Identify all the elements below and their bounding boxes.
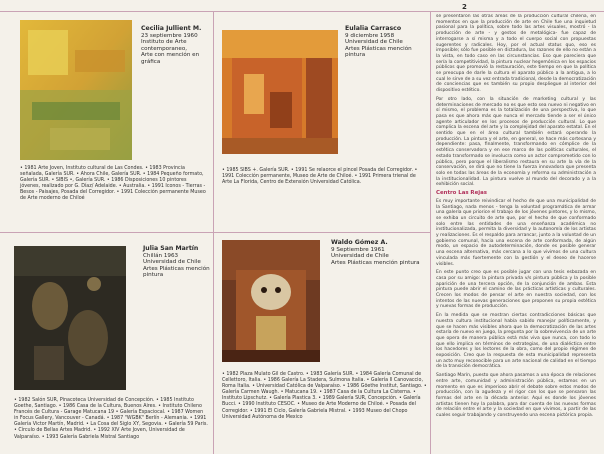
artist-detail: Arte con mención en gráfica — [141, 52, 200, 65]
essay-paragraph: Por otro lado, con la situación de marketing cultural y las determinaciones de mercado no es que esto sea nuevo ni negativo en sí mismo, el problema es la totalización de una perspectiva, lo que pasa es que ahora más que nunca el mercado tiende a ser el único agente articulador en los procesos de producción cultural. Lo que complica la escena del arte y la complejidad del aparato estatal. En el sentido que en el área cultural también estará operando la producción. La pintura y el arte, en general, se hace más cortesana y dependiente: pasa, finalmente, transformando en cómplice de la estética conservadora y en ese marco de las políticas culturales, el estado transformado se involucra como un actor comprometido con lo público, pero porque el liberalismo restaura en su arte la vía de la conservación, se dirá que no tiene la fuerza innovadora que presenta solo en todas las áreas de la economía y reforma su administración a la institucionalidad. La pintura vuelve al mundo del decorado y a la exhibición social. — [436, 96, 596, 188]
divider-vertical-right — [430, 12, 431, 454]
artwork-eulalia-carrasco — [222, 30, 338, 154]
artist-name: Julia San Martín — [143, 245, 199, 252]
artist-detail: Universidad de Chile — [143, 259, 201, 266]
artist-exhibitions-julia: • 1982 Salón SUR, Pinacoteca Universidad de Concepción. • 1985 Instituto Goethe, Santiago. • 1986 Casa de la Cultura, Buenos Aires. • Instituto Chileno Francés de Cultura - Garage Matucana 19 • Galería Espaciocal. • 1987 Women in Focus Gallery, Vancouver - Canadá. • 1987 "WGBK" Berlín - Alemania. • 1991 Galería Victor Martín, Madrid. • La Cosa del Siglo XY, Segovia. • Galería 59 Paris. • Círculo de Bellas Artes Madrid. • 1992 XIV Arte Joven, Universidad de Valparaíso. • 1993 Galería Gabriela Mistral Santiago — [14, 398, 208, 440]
artist-detail: Universidad de Chile — [331, 253, 389, 260]
artist-detail: 23 septiembre 1960 — [141, 32, 198, 39]
divider-horizontal-top — [0, 11, 604, 12]
artist-detail: Artes Plásticas mención pintura — [331, 259, 420, 266]
orange-painting-icon — [222, 30, 338, 154]
artist-info-eulalia — [345, 26, 429, 59]
artwork-cecilia-jullient — [20, 20, 132, 160]
artist-detail: 9 diciembre 1958 — [345, 32, 395, 39]
artist-info-julia — [143, 246, 211, 279]
essay-paragraph: Santiago Marín, puesto que ahora pasamos a una época de relaciones entre arte, comunidad y administración pública, estamos en un momento en que es imperioso abrir el debate sobre estos modos de producción, con la agudeza y el rigor con los que se pensaron las formas del arte en la década anterior. Aquí es donde los jóvenes artistas tienen hoy la palabra, para dar cuenta de las nuevas formas de relación entre el arte y la sociedad en que vivimos, a partir de las cuales seguir trabajando y construyendo una escena pictórica propia. — [436, 373, 596, 419]
artist-detail: Chillán 1963 — [143, 252, 179, 259]
figure-painting-icon — [222, 240, 320, 362]
artist-detail: Instituto de Arte contemporaneo, — [141, 39, 188, 52]
essay-paragraph: Es muy importante reivindicar el hecho de que una municipalidad de la Santiago, nada menos - tenga la voluntad programática de armar una galería que priorice el trabajo de los jóvenes pintores, y lo mismo, se exhiba un circuito de arte que, por el hecho de que conformado solo entre las entidades de una enseñanza académica no institucionalizada, permita la diversidad y la autonomía de los artistas y realizaciones. Es el respaldo para arrancar, junto a la voluntad de un gobierno comunal, hacia una escena de arte conformada, de algún modo, un espacio de autodeterminación, donde es posible generar una escena alternativa, más cercana a lo que vivimos de una cultura vinculada más fuertemente con la gestión y el deseo de hacerse visibles. — [436, 198, 596, 267]
artist-detail: Artes Plásticas mención pintura — [345, 45, 412, 59]
divider-horizontal-middle — [0, 232, 430, 233]
artist-detail: Artes Plásticas mención pintura — [143, 265, 210, 279]
page-number: 2 — [462, 3, 467, 11]
essay-paragraph: En este punto creo que es posible jugar con una tesis esbozada en casa por su amigo: la pintura privada v/s pintura pública y la posible aparición de una tercera opción, de la conjunción de ambas. Esta pintura puede abrir el camino de las prácticas artísticas y culturales. Crecen los modos de pensar el arte en nuestra sociedad, con los intentos de las nuevas generaciones que proponen su propia estética y nuevas formas de producción. — [436, 270, 596, 310]
section-heading: Centro Las Rejas — [436, 190, 487, 197]
artist-detail: 9 Septiembre 1961 — [331, 246, 385, 253]
artist-info-waldo — [331, 240, 427, 266]
artist-exhibitions-eulalia: • 1985 SIBS +. Galería SUR. • 1991 Se relaorce el pincel Posada del Corregidor. • 1991 Colección permanente, Museo de Arte de Chiloé. • 1991 Primera trienal de Arte La Florida, Centro de Extensión Universidad Católica. — [222, 168, 418, 186]
artist-info-cecilia — [141, 26, 211, 66]
artist-name: Cecilia Jullient M. — [141, 25, 202, 32]
artist-detail: Universidad de Chile — [345, 39, 403, 46]
artist-name: Eulalia Carrasco — [345, 25, 402, 32]
artist-name: Waldo Gómez A. — [331, 239, 388, 246]
essay-column — [436, 14, 596, 450]
essay-paragraph: En la medida que se mostran ciertas contradicciones básicas que nuestra cultura institucional había sabido manejar políticamente, y que se hacen más visibles ahora que la democratización de las artes estaría de nuevo en juego, la pregunta por la sobrevivencia de un arte que opera de manera pública está más viva que nunca, con todo lo que ello implica en términos de estrategias, de una dialéctica entre los hacedores y los lectores de la obra, como del propio régimen de exposición. Creo que la respuesta de esta municipalidad representa un acto muy reconocible para un arte nacional de calidad en el tiempo de la transición democrática. — [436, 313, 596, 370]
artist-exhibitions-waldo: • 1982 Plaza Mulato Gil de Castro. • 1983 Galería SUR. • 1984 Galería Comunal de Cellettoro, Italia. • 1986 Galería La Stadera, Sulmona Italia. • Galería Il Canovaccio, Roma Italia. • Universidad Católica de Valparaíso. • 1986 Göethe Institut, Santiago. • Galería Carmen Waugh. • Matucana 19. • 1987 Casa de la Cultura La Cisterna. • Instituto Lipschutz. • Galería Plastica 3. • 1989 Galería SUR, Concepción. • Galería Bucci. • 1990 Instituto CESOC. • Museo de Arte Moderno de Chiloé. • Posada del Corregidor. • 1991 El Ciclo, Galería Gabriela Mistral. • 1993 Museo del Chopo Universidad Autónoma de Mexico — [222, 372, 427, 420]
artwork-julia-san-martin — [14, 246, 126, 390]
artwork-waldo-gomez — [222, 240, 320, 362]
divider-vertical-left — [213, 12, 214, 454]
dark-painting-icon — [14, 246, 126, 390]
essay-paragraph: se presentaron las otras áreas de la producción cultural chilena, en momentos en que la producción de arte en Chile fue una inquietud pasional para la política, sobre todo las artes visuales, mostró - la producción de arte - y gestos de metalógica- fue capaz de interrogarse a sí misma y a todo el cuerpo social con propuestas sugerentes y radicales. Hoy, por el actual status quo, eso es imposible; sólo fue posible en dictadura, las razones de ello no están a la vista, en todo caso en las circunstancias. Eso que pareciera que sería la competitividad, la pintura nuclear hegemónica en los espacios públicos que promovió la restauración, este tiempo en que la política se preocupa de darle la cultura el aparato público a la antigua, a lo cual le sirve de a su vez entrada tradicional, desde la democratización de conciencias que es también su propio despliegue al interior del dispositivo estético. — [436, 14, 596, 94]
artist-exhibitions-cecilia: • 1981 Arte Joven, Instituto cultural de Las Condes. • 1983 Provincia señalada, Galería SUR. • Ahora Chile, Galería SUR. • 1984 Pequeño formato, Galería SUR. • SIBIS •, Galería SUR. • 1986 Disposiciones 10 pintores jóvenes, realizado por G. Díaz/ Adelaide. • Australia. • 1991 Iconos - Tierras - Besos - Paisajes, Posada del Corregidor. • 1991 Colección permanente Museo de Arte moderno de Chiloé — [20, 166, 206, 202]
abstract-painting-icon — [20, 20, 132, 160]
